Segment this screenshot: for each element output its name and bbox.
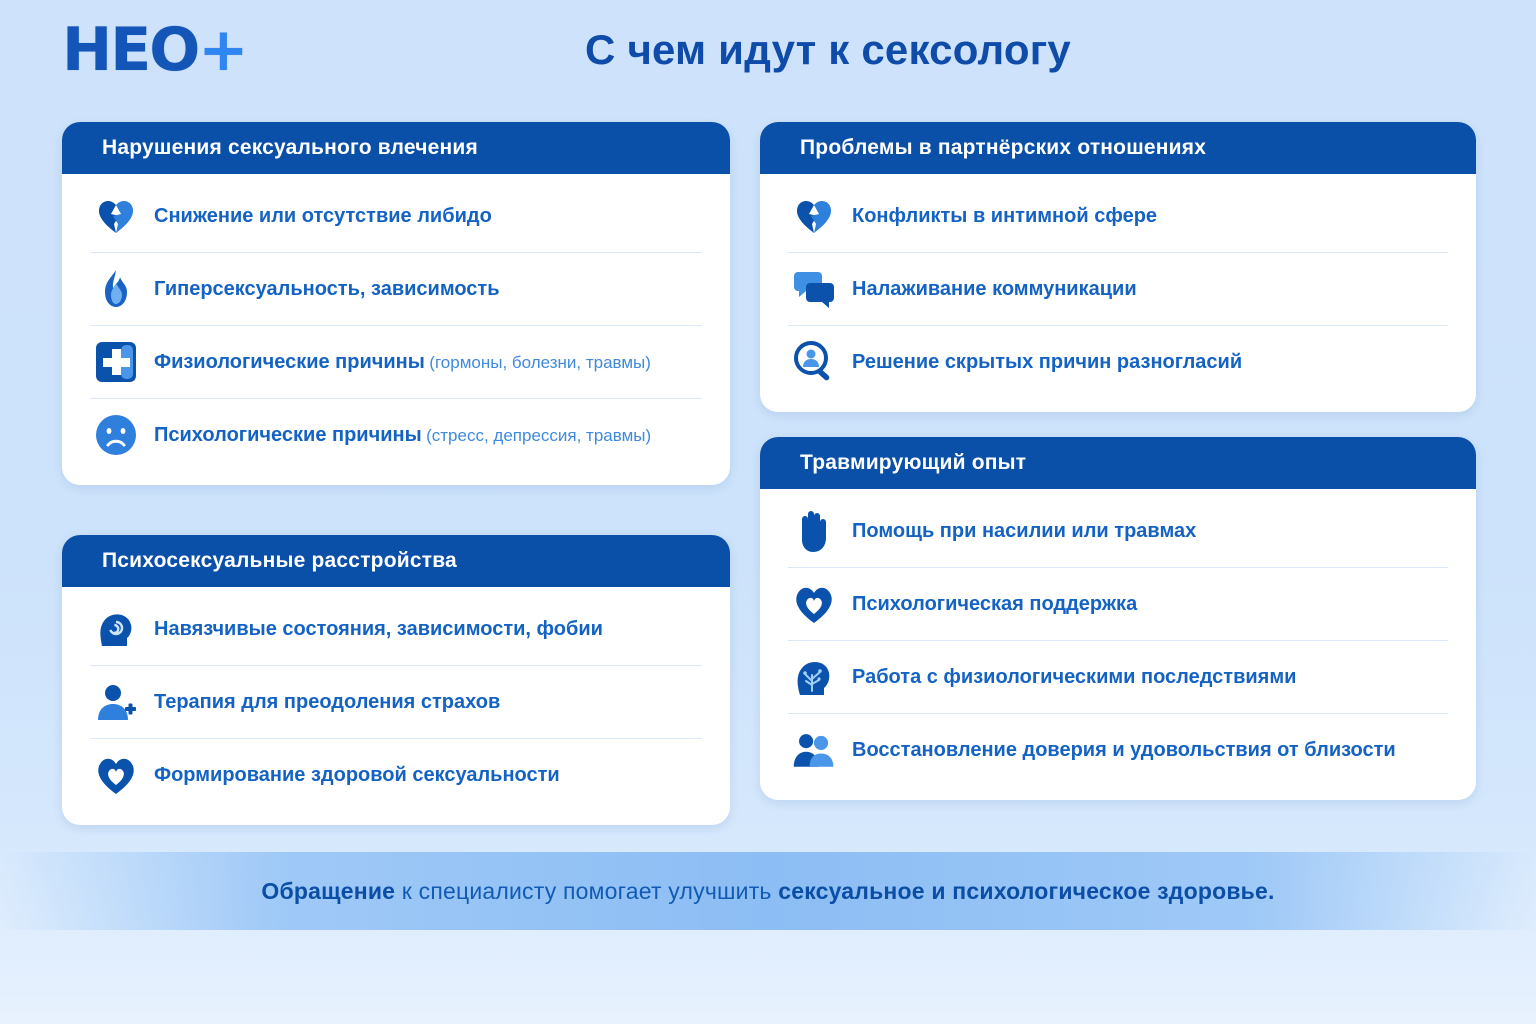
list-item[interactable]: [788, 641, 1448, 714]
list-item-text: [154, 423, 651, 447]
list-item-title: Восстановление доверия и удовольствия от близости: [852, 739, 1396, 761]
list-item-title: Навязчивые состояния, зависимости, фобии: [154, 618, 603, 640]
list-item-title: Конфликты в интимной сфере: [852, 205, 1158, 227]
footer-bold-1: Обращение: [261, 877, 396, 904]
list-item[interactable]: [788, 568, 1448, 641]
card-trauma-title: Травмирующий опыт: [760, 437, 1476, 489]
broken-heart-icon: [792, 194, 836, 238]
list-item[interactable]: [90, 739, 702, 811]
list-item[interactable]: [90, 593, 702, 666]
footer-text: [261, 878, 1274, 905]
magnifier-person-icon: [792, 340, 836, 384]
stop-hand-icon: [792, 509, 836, 553]
card-desire-title: Нарушения сексуального влечения: [62, 122, 730, 174]
list-item-text: [852, 277, 1137, 301]
flame-icon: [94, 267, 138, 311]
footer-banner: [0, 852, 1536, 930]
list-item-title: Снижение или отсутствие либидо: [154, 205, 492, 227]
list-item[interactable]: [90, 180, 702, 253]
brand-logo-plus: +: [198, 15, 247, 85]
brand-logo-text: НЕО: [62, 15, 199, 85]
list-item[interactable]: [90, 326, 702, 399]
couple-hug-icon: [792, 728, 836, 772]
list-item-text: [154, 617, 603, 641]
footer-light-1: к специалисту помогает улучшить: [395, 877, 779, 904]
list-item-text: [852, 204, 1157, 228]
list-item-text: [154, 204, 492, 228]
list-item-title: Налаживание коммуникации: [852, 278, 1137, 300]
list-item[interactable]: [788, 495, 1448, 568]
card-partner-relations: [760, 122, 1476, 412]
list-item-text: [852, 519, 1196, 543]
card-partner-title: Проблемы в партнёрских отношениях: [760, 122, 1476, 174]
card-psychosexual-title: Психосексуальные расстройства: [62, 535, 730, 587]
card-desire-list: [62, 174, 730, 485]
list-item-text: [852, 592, 1137, 616]
list-item[interactable]: [788, 253, 1448, 326]
sad-face-icon: [94, 413, 138, 457]
list-item-text: [154, 350, 651, 374]
list-item-title: Формирование здоровой сексуальности: [154, 764, 560, 786]
list-item-subtitle: (стресс, депрессия, травмы): [426, 426, 652, 445]
list-item-subtitle: (гормоны, болезни, травмы): [429, 353, 651, 372]
person-plus-icon: [94, 680, 138, 724]
list-item-title: Решение скрытых причин разногласий: [852, 351, 1243, 373]
card-traumatic-experience: [760, 437, 1476, 800]
list-item[interactable]: [788, 180, 1448, 253]
list-item[interactable]: [90, 666, 702, 739]
chat-bubbles-icon: [792, 267, 836, 311]
list-item[interactable]: [788, 326, 1448, 398]
footer-bold-2: сексуальное и психологическое здоровье.: [778, 877, 1275, 904]
list-item-text: [154, 690, 500, 714]
brain-tree-icon: [792, 655, 836, 699]
broken-heart-icon: [94, 194, 138, 238]
list-item-text: [852, 738, 1396, 762]
page-title: С чем идут к сексологу: [585, 26, 1071, 73]
card-partner-list: [760, 174, 1476, 412]
list-item-title: Терапия для преодоления страхов: [154, 691, 501, 713]
list-item[interactable]: [90, 399, 702, 471]
list-item[interactable]: [788, 714, 1448, 786]
list-item-title: Психологические причины: [154, 424, 422, 446]
list-item-text: [852, 665, 1296, 689]
list-item-title: Работа с физиологическими последствиями: [852, 666, 1297, 688]
header: [0, 0, 1536, 110]
head-spiral-icon: [94, 607, 138, 651]
list-item[interactable]: [90, 253, 702, 326]
heart-shield-icon: [94, 753, 138, 797]
medical-cross-icon: [94, 340, 138, 384]
list-item-title: Гиперсексуальность, зависимость: [154, 278, 500, 300]
card-trauma-list: [760, 489, 1476, 800]
card-psychosexual-disorders: [62, 535, 730, 825]
list-item-text: [154, 763, 560, 787]
list-item-text: [852, 350, 1242, 374]
list-item-title: Психологическая поддержка: [852, 593, 1138, 615]
card-desire: [62, 122, 730, 485]
list-item-title: Физиологические причины: [154, 351, 425, 373]
list-item-text: [154, 277, 500, 301]
heart-hand-icon: [792, 582, 836, 626]
list-item-title: Помощь при насилии или травмах: [852, 520, 1197, 542]
card-psychosexual-list: [62, 587, 730, 825]
